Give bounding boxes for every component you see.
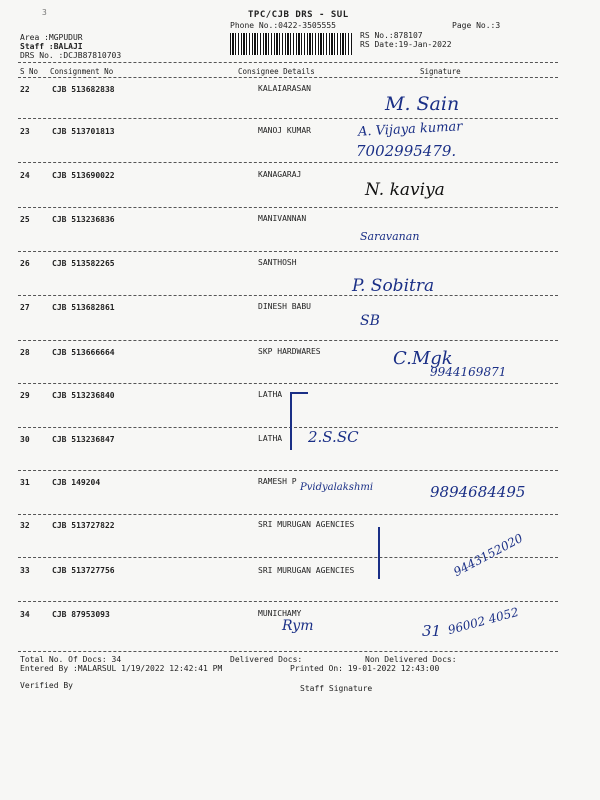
row-consignment: CJB 513727822 [52,521,115,530]
divider [18,295,558,296]
rs-number: RS No.:878107 [360,31,423,40]
corner-mark: 3 [42,8,47,17]
divider [18,207,558,208]
barcode [230,33,352,55]
row-consignee: MUNICHAMY [258,609,302,618]
signature-31: Pvidyalakshmi [300,482,374,493]
row-sno: 30 [20,435,30,444]
divider [18,340,558,341]
row-consignment: CJB 149204 [52,478,101,487]
row-consignee: SRI MURUGAN AGENCIES [258,520,355,529]
row-sno: 22 [20,85,30,94]
divider [18,62,558,63]
area-field: Area :MGPUDUR [20,33,83,42]
row-consignment: CJB 513682861 [52,303,115,312]
col-consignee: Consignee Details [238,67,315,76]
row-sno: 28 [20,348,30,357]
staff-field: Staff :BALAJI [20,42,83,51]
staff-signature: Staff Signature [300,684,373,693]
divider [18,514,558,515]
signature-28-phone: 9944169871 [430,365,507,379]
entered-by: Entered By :MALARSUL 1/19/2022 12:42:41 PM [20,664,223,673]
signature-34: Rym [282,618,314,634]
col-consignment: Consignment No [50,67,114,76]
divider [18,383,558,384]
signature-34-phone: 96002 4052 [446,604,521,638]
row-consignment: CJB 513727756 [52,566,115,575]
row-consignee: MANIVANNAN [258,214,307,223]
row-sno: 27 [20,303,30,312]
signature-22: M. Sain [385,93,460,115]
row-consignee: KANAGARAJ [258,170,302,179]
row-sno: 31 [20,478,30,487]
bracket-mark [290,392,292,450]
signature-26: P. Sobitra [352,276,435,296]
row-consignee: RAMESH P [258,477,297,486]
total-docs: Total No. Of Docs: 34 [20,655,122,664]
row-consignee: MANOJ KUMAR [258,126,311,135]
signature-34-mark: 31 [422,622,442,640]
row-sno: 29 [20,391,30,400]
row-consignment: CJB 513701813 [52,127,115,136]
col-signature: Signature [420,67,461,76]
bracket-mark [290,392,308,394]
non-delivered-docs: Non Delivered Docs: [365,655,457,664]
signature-24: N. kaviya [365,180,445,200]
signature-30: 2.S.SC [308,428,359,446]
signature-31-phone: 9894684495 [430,483,526,501]
signature-25: Saravanan [360,230,420,243]
divider [18,651,558,652]
divider [18,601,558,602]
row-consignment: CJB 513666664 [52,348,115,357]
row-sno: 32 [20,521,30,530]
printed-on: Printed On: 19-01-2022 12:43:00 [290,664,440,673]
row-sno: 26 [20,259,30,268]
row-sno: 34 [20,610,30,619]
bracket-mark [378,527,380,579]
row-consignee: SANTHOSH [258,258,297,267]
rs-date: RS Date:19-Jan-2022 [360,40,452,49]
row-consignee: LATHA [258,434,283,443]
row-consignee: LATHA [258,390,283,399]
row-consignment: CJB 513236840 [52,391,115,400]
col-sno: S No [20,67,39,76]
row-consignment: CJB 513690022 [52,171,115,180]
divider [18,162,558,163]
divider [18,118,558,119]
row-consignee: KALAIARASAN [258,84,311,93]
row-consignment: CJB 513236836 [52,215,115,224]
signature-32-33: 9443152020 [451,530,526,580]
row-consignee: SKP HARDWARES [258,347,321,356]
drs-number: DRS No. :DCJB87810703 [20,51,122,60]
row-consignee: SRI MURUGAN AGENCIES [258,566,355,575]
row-sno: 24 [20,171,30,180]
divider [18,427,558,428]
row-sno: 23 [20,127,30,136]
signature-23: A. Vijaya kumar [357,119,463,140]
phone-number: Phone No.:0422-3505555 [230,21,336,30]
row-consignment: CJB 513236847 [52,435,115,444]
row-sno: 25 [20,215,30,224]
document-title: TPC/CJB DRS - SUL [248,10,349,20]
row-consignment: CJB 87953093 [52,610,110,619]
row-sno: 33 [20,566,30,575]
signature-27: SB [360,313,380,329]
delivered-docs: Delivered Docs: [230,655,303,664]
page-number: Page No.:3 [452,21,501,30]
row-consignment: CJB 513582265 [52,259,115,268]
divider [18,470,558,471]
signature-23-phone: 7002995479. [356,142,457,160]
verified-by: Verified By [20,681,73,690]
row-consignee: DINESH BABU [258,302,311,311]
signature-28: C.Mgk [393,348,453,369]
divider [18,77,558,78]
row-consignment: CJB 513682838 [52,85,115,94]
divider [18,251,558,252]
